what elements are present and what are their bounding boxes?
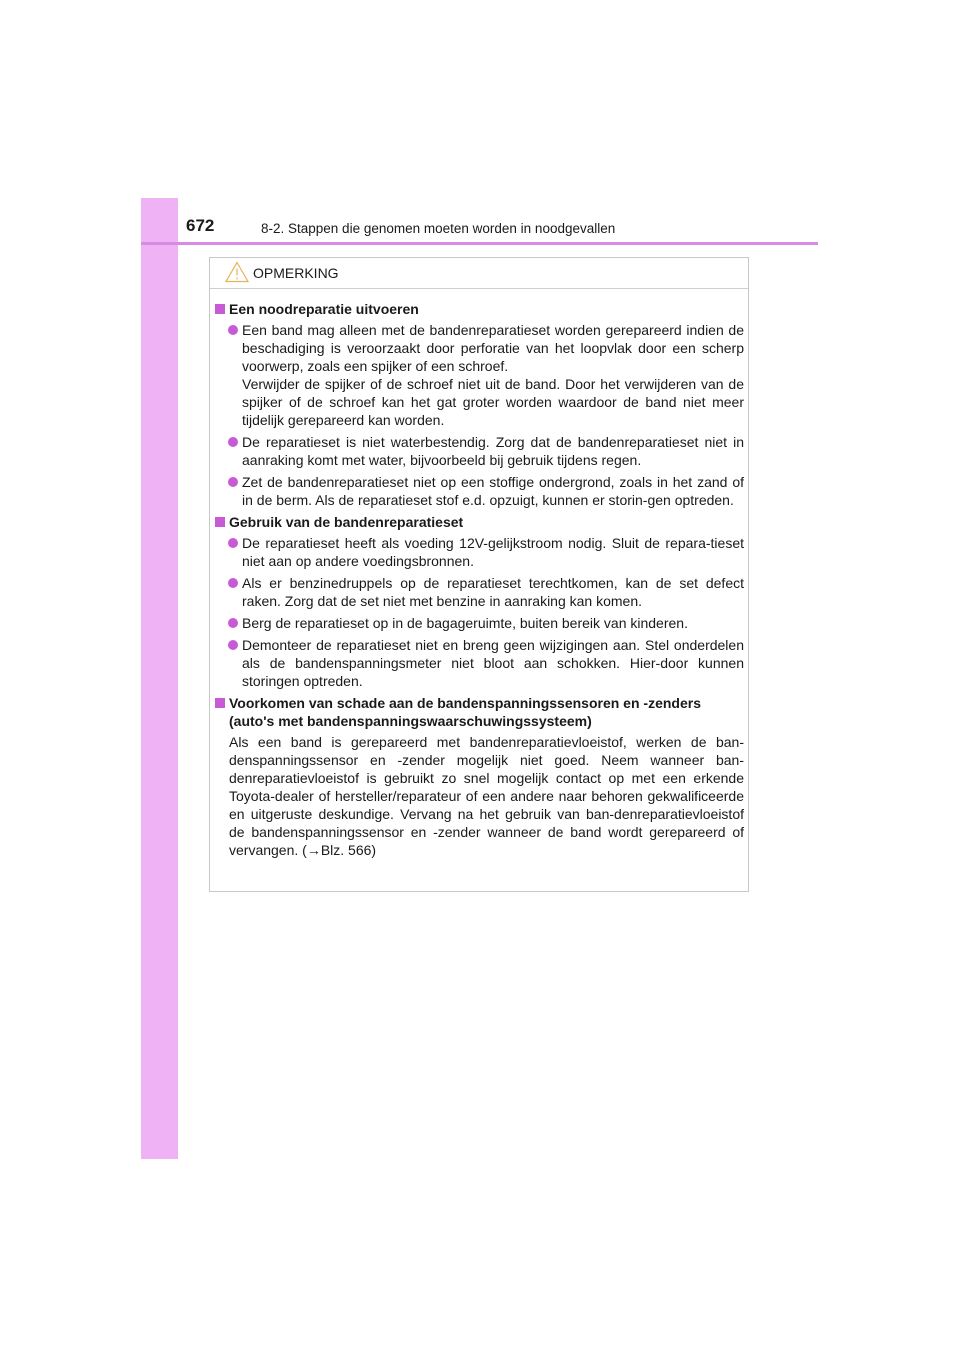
running-head: 8-2. Stappen die genomen moeten worden in noodgevallen [261,221,616,236]
round-bullet-icon [228,477,238,487]
square-bullet-icon [215,698,225,708]
page-number: 672 [186,216,215,235]
list-item [215,534,744,570]
square-bullet-icon [215,517,225,527]
notice-label: OPMERKING [253,265,339,281]
header-rule [141,242,818,245]
notice-header [210,258,748,289]
round-bullet-icon [228,538,238,548]
warning-triangle-icon [225,261,249,283]
notice-body [215,300,744,859]
section-heading: Een noodreparatie uitvoeren [215,300,744,318]
round-bullet-icon [228,618,238,628]
paragraph: Als een band is gerepareerd met bandenreparatievloeistof, werken de ban-denspanningssensor en -zender mogelijk niet goed. Neem wanneer ban-denreparatievloeistof is gebruikt zo snel mogelijk contact op met een erkende Toyota-dealer of hersteller/reparateur of een andere naar behoren gekwalificeerde en uitgeruste deskundige. Vervang na het gebruik van ban-denreparatievloeistof de bandenspanningssensor en -zender wanneer de band wordt gerepareerd of vervangen. (→Blz. 566) [229,734,744,858]
paragraph: Demonteer de reparatieset niet en breng geen wijzigingen aan. Stel onderdelen als de bandenspanningsmeter niet bloot aan schokken. Hier-door kunnen storingen optreden. [242,637,744,689]
square-bullet-icon [215,304,225,314]
list-item [215,636,744,690]
list-item [215,473,744,509]
paragraph: Verwijder de spijker of de schroef niet uit de band. Door het verwijderen van de spijker of de schroef kan het gat groter worden waardoor de band niet meer tijdelijk gerepareerd kan worden. [242,376,744,428]
list-item [215,614,744,632]
paragraph: Een band mag alleen met de bandenreparatieset worden gerepareerd indien de beschadiging is veroorzaakt door perforatie van het loopvlak door een scherp voorwerp, zoals een spijker of een schroef. [242,322,744,374]
paragraph: De reparatieset heeft als voeding 12V-gelijkstroom nodig. Sluit de repara-tieset niet aan op andere voedingsbronnen. [242,535,744,569]
paragraph: De reparatieset is niet waterbestendig. Zorg dat de bandenreparatieset niet in aanraking komt met water, bijvoorbeeld bij gebruik tijdens regen. [242,434,744,468]
round-bullet-icon [228,640,238,650]
paragraph: Berg de reparatieset op in de bagageruimte, buiten bereik van kinderen. [242,615,688,631]
paragraph: Als er benzinedruppels op de reparatieset terechtkomen, kan de set defect raken. Zorg dat de set niet met benzine in aanraking kan komen. [242,575,744,609]
list-item [215,433,744,469]
paragraph: Zet de bandenreparatieset niet op een stoffige ondergrond, zoals in het zand of in de berm. Als de reparatieset stof e.d. opzuigt, kunnen er storin-gen optreden. [242,474,744,508]
round-bullet-icon [228,578,238,588]
notice-box [209,257,749,892]
section-heading: Voorkomen van schade aan de bandenspanningssensoren en -zenders (auto's met bandenspanningswaarschuwingssysteem) [215,694,744,730]
side-tab-band [141,198,178,1159]
round-bullet-icon [228,437,238,447]
list-item [215,574,744,610]
section-heading: Gebruik van de bandenreparatieset [215,513,744,531]
round-bullet-icon [228,325,238,335]
list-item [215,321,744,429]
